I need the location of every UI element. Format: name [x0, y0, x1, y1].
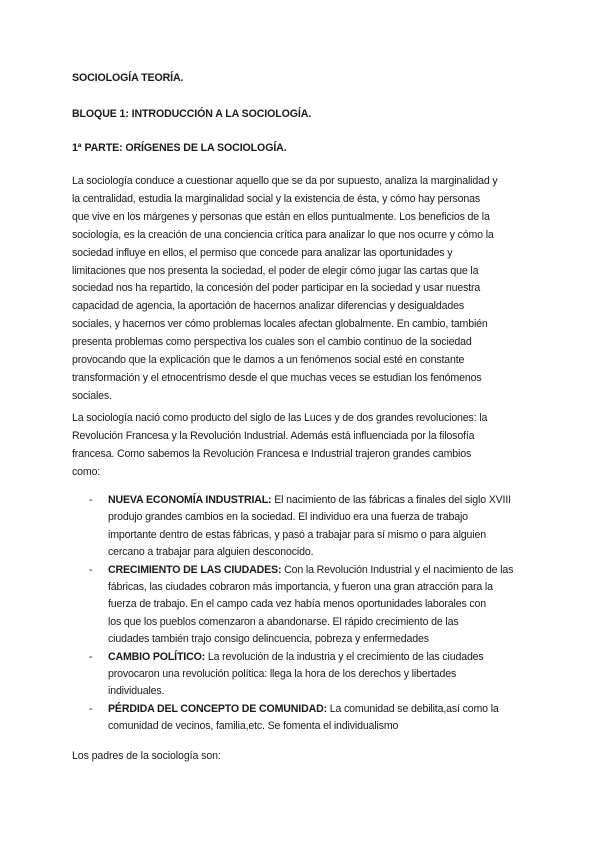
list-item-text: ciudades también trajo consigo delincuencia, pobreza y enfermedades [108, 633, 429, 646]
paragraph-line: que vive en los márgenes y personas que están en ellos puntualmente. Los beneficios de la [72, 210, 490, 223]
paragraph-line: provocando que la explicación que le damos a un fenómenos social esté en constante [72, 354, 465, 367]
paragraph-line: como: [72, 465, 101, 478]
paragraph-line: francesa. Como sabemos la Revolución Francesa e Industrial trajeron grandes cambios [72, 447, 472, 460]
list-item-text: El nacimiento de las fábricas a finales del siglo XVIII [271, 494, 511, 506]
bullet-marker: - [89, 494, 93, 506]
list-item-text: La comunidad se debilita,así como la [326, 702, 499, 715]
list-item-text: fábricas, las ciudades cobraron más importancia, y fueron una gran atracción para la [108, 581, 493, 594]
block-heading: BLOQUE 1: INTRODUCCIÓN A LA SOCIOLOGÍA. [72, 108, 312, 120]
list-item-text: cercano a trabajar para alguien desconocido. [108, 546, 314, 559]
list-item [0, 492, 600, 562]
bullet-marker: - [89, 650, 93, 663]
paragraph-line: presenta problemas como perspectiva los cuales son el cambio continuo de la sociedad [72, 336, 472, 349]
paragraph-line: sociología, es la creación de una conciencia crítica para analizar lo que nos ocurre y cómo la [72, 228, 494, 241]
list-item-text: comunidad de vecinos, familia,etc. Se fomenta el individualismo [108, 720, 399, 733]
changes-list [0, 492, 600, 736]
paragraph-line: La sociología conduce a cuestionar aquello que se da por supuesto, analiza la marginalidad y [72, 175, 498, 187]
paragraph-line: transformación y el etnocentrismo desde el que muchas veces se estudian los fenómenos [72, 371, 482, 384]
list-item-label: CAMBIO POLÍTICO: [108, 650, 206, 663]
paragraph-line: limitaciones que nos presenta la sociedad, el poder de elegir cómo jugar las cartas que la [72, 264, 479, 277]
list-item-text: provocaron una revolución política: llega la hora de los derechos y libertades [108, 668, 457, 681]
list-item-label: PÉRDIDA DEL CONCEPTO DE COMUNIDAD: [108, 702, 327, 715]
paragraph-line: sociales, y hacernos ver cómo problemas locales afectan globalmente. En cambio, también [72, 318, 488, 331]
intro-paragraph [72, 173, 532, 406]
document-title: SOCIOLOGÍA TEORÍA. [72, 72, 184, 84]
list-item [0, 649, 600, 701]
list-item-text: fuerza de trabajo. En el campo cada vez había menos oportunidades laborales con [108, 598, 487, 611]
part-heading: 1ª PARTE: ORÍGENES DE LA SOCIOLOGÍA. [72, 142, 287, 154]
list-item-text: importante dentro de estas fábricas, y pasó a trabajar para sí mismo o para alguien [108, 528, 486, 541]
paragraph-line: capacidad de agencia, la aportación de hacernos analizar diferencias y desigualdades [72, 300, 465, 313]
paragraph-line: sociedad influye en ellos, el permiso que concede para analizar las oportunidades y [72, 246, 453, 259]
closing-sentence: Los padres de la sociología son: [72, 750, 221, 762]
list-item [0, 562, 600, 649]
paragraph-line: sociales. [72, 389, 112, 402]
list-item-label: CRECIMIENTO DE LAS CIUDADES: [108, 563, 282, 576]
paragraph-line: la centralidad, estudia la marginalidad social y la existencia de ésta, y cómo hay personas [72, 192, 480, 205]
list-item-text: La revolución de la industria y el crecimiento de las ciudades [205, 650, 484, 663]
list-item-text: produjo grandes cambios en la sociedad. El individuo era una fuerza de trabajo [108, 511, 468, 524]
origins-paragraph [72, 410, 532, 482]
paragraph-line: Revolución Francesa y la Revolución Industrial. Además está influenciada por la filosofía [72, 429, 475, 442]
paragraph-line: sociedad nos ha repartido, la concesión del poder participar en la sociedad y usar nuestra [72, 282, 481, 295]
bullet-marker: - [89, 563, 93, 576]
list-item-text: los que los pueblos comenzaron a abandonarse. El rápido crecimiento de las [108, 615, 459, 628]
list-item-text: Con la Revolución Industrial y el nacimiento de las [281, 563, 514, 576]
bullet-marker: - [89, 702, 93, 715]
list-item-text: individuales. [108, 685, 165, 698]
list-item [0, 701, 600, 736]
list-item-label: NUEVA ECONOMÍA INDUSTRIAL: [108, 494, 272, 506]
paragraph-line: La sociología nació como producto del siglo de las Luces y de dos grandes revoluciones: la [72, 412, 488, 424]
